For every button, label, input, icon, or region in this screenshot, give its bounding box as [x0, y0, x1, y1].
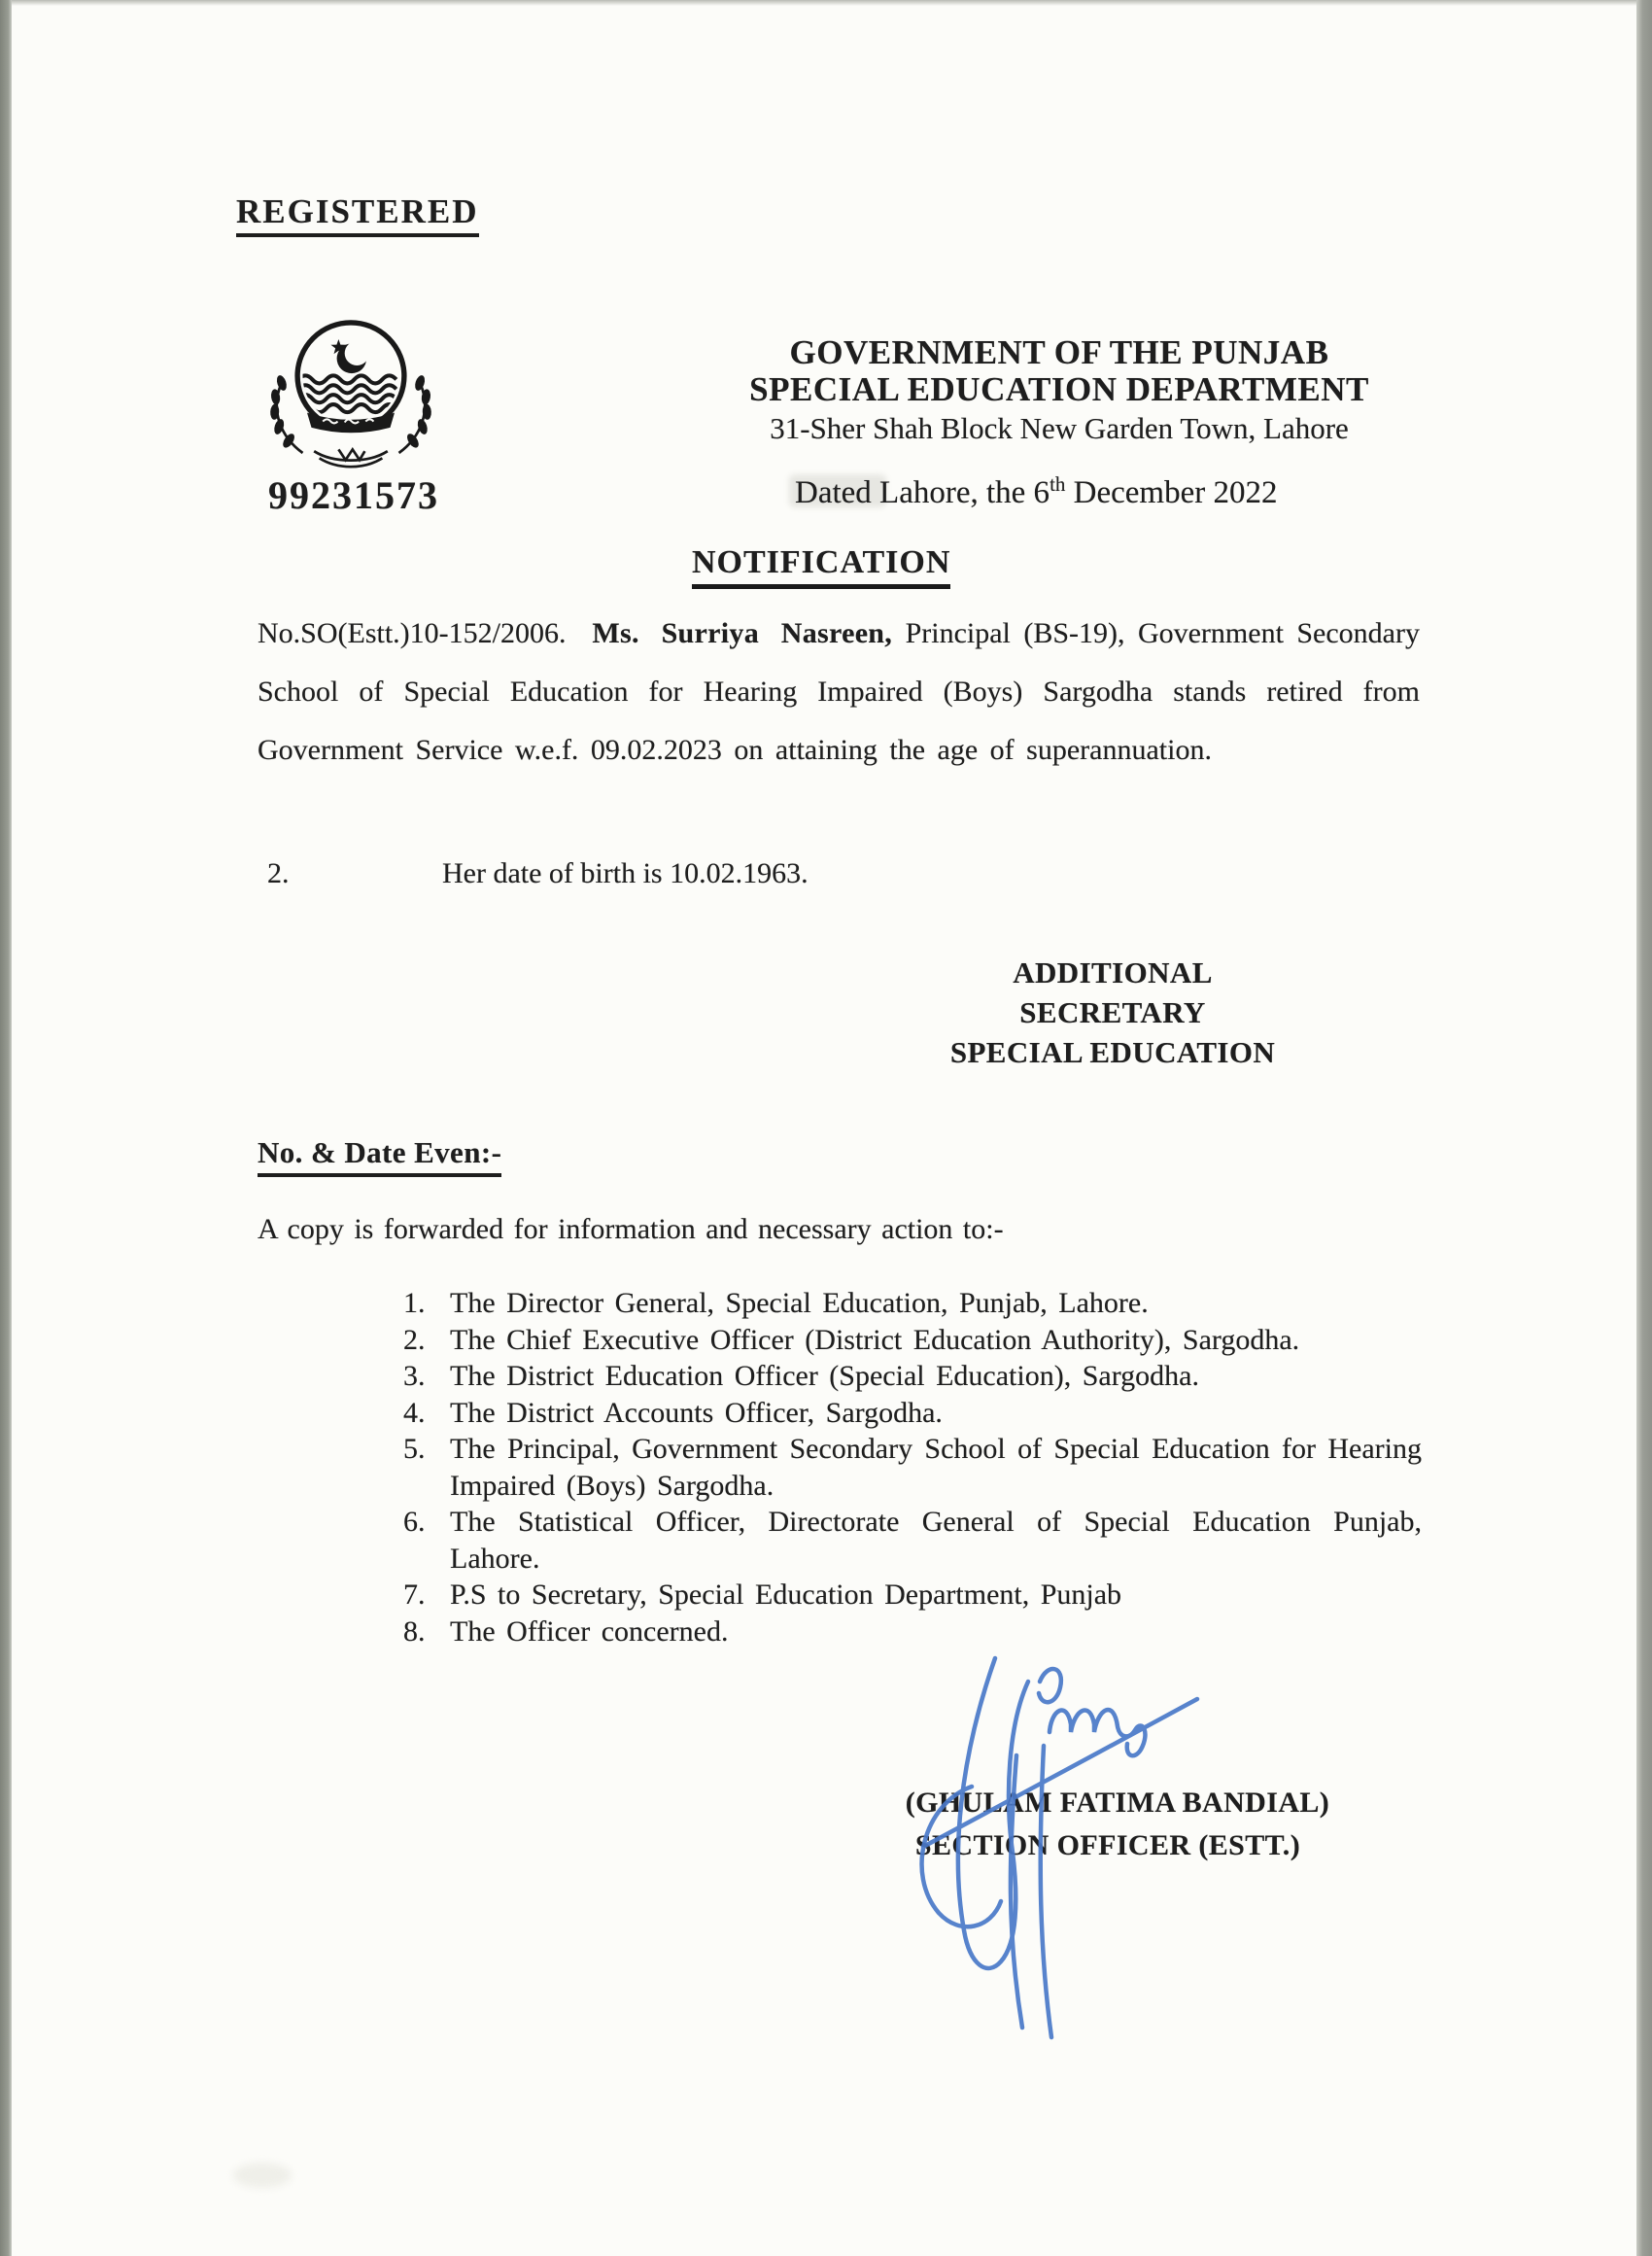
paragraph-2: [267, 857, 809, 890]
authority-title: ADDITIONAL SECRETARY: [1013, 955, 1213, 1029]
date-text: Dated Lahore, the 6: [795, 475, 1050, 510]
scan-edge-right: [1636, 0, 1652, 2256]
signatory-name: (GHULAM FATIMA BANDIAL): [905, 1787, 1330, 1819]
date-ordinal: th: [1050, 472, 1066, 496]
department-address: 31-Sher Shah Block New Garden Town, Lahore: [770, 411, 1349, 445]
paragraph-1: [258, 605, 1420, 780]
scan-noise-smudge: [233, 2163, 292, 2188]
recipient-item: P.S to Secretary, Special Education Department, Punjab: [450, 1579, 1122, 1611]
recipient-item: The District Education Officer (Special Education), Sargodha.: [450, 1360, 1199, 1392]
scan-edge-top: [0, 0, 1652, 6]
recipient-item: The Chief Executive Officer (District Education Authority), Sargodha.: [450, 1323, 1300, 1356]
recipients-list: [403, 1285, 1422, 1649]
department-name-line1: GOVERNMENT OF THE PUNJAB: [789, 333, 1329, 371]
recipient-item: The Director General, Special Education, Punjab, Lahore.: [450, 1287, 1149, 1319]
department-name-line2: SPECIAL EDUCATION DEPARTMENT: [749, 370, 1369, 408]
recipient-item: The District Accounts Officer, Sargodha.: [450, 1396, 943, 1429]
signature-scribble: [902, 1641, 1228, 2049]
paragraph-2-text: Her date of birth is 10.02.1963.: [442, 857, 809, 889]
subject-name: Ms. Surriya Nasreen,: [592, 617, 893, 649]
scan-edge-left: [0, 0, 12, 2256]
forwarding-line: A copy is forwarded for information and necessary action to:-: [258, 1213, 1004, 1245]
reference-number: No.SO(Estt.)10-152/2006.: [258, 617, 567, 649]
authority-department: SPECIAL EDUCATION: [949, 1035, 1276, 1069]
date-line: [795, 472, 1277, 511]
recipient-item: The Statistical Officer, Directorate General of Special Education Punjab, Lahore.: [450, 1506, 1422, 1575]
registered-stamp: REGISTERED: [236, 192, 479, 237]
phone-number: 99231573: [268, 473, 439, 517]
paragraph-1-text: Principal (BS-19), Government Secondary School of Special Education for Hearing Impaired (Boys) Sargodha stands retired from Government Service w.e.f. 09.02.2023 on attaining the age of superannuation.: [258, 617, 1420, 766]
date-year-text: December 2022: [1065, 475, 1278, 510]
even-number-heading: No. & Date Even:-: [258, 1135, 501, 1177]
signatory-designation: SECTION OFFICER (ESTT.): [914, 1829, 1301, 1861]
notification-title: NOTIFICATION: [692, 544, 950, 589]
recipient-item: The Officer concerned.: [450, 1614, 729, 1648]
punjab-government-emblem-icon: [255, 313, 447, 470]
recipient-item: The Principal, Government Secondary School of Special Education for Hearing Impaired (Boys) Sargodha.: [450, 1433, 1422, 1502]
authority-block: [923, 953, 1302, 1072]
paragraph-2-number: 2.: [267, 857, 290, 889]
letterhead: [719, 334, 1399, 447]
